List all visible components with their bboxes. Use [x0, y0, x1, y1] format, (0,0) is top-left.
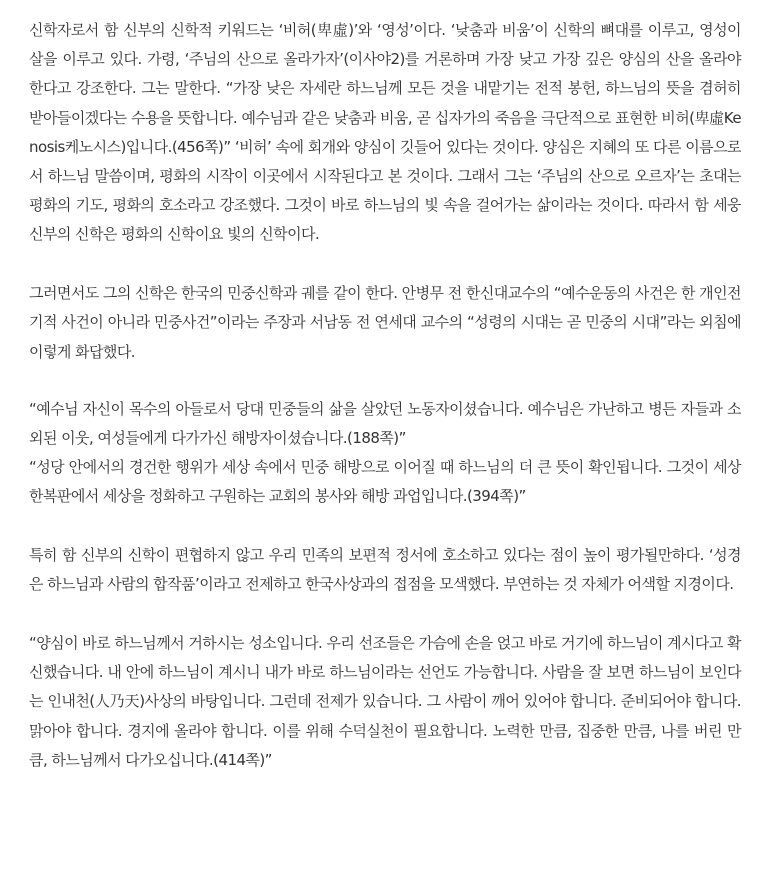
- paragraph-minjung-theology: 그러면서도 그의 신학은 한국의 민중신학과 궤를 같이 한다. 안병무 전 한신대교수의 “예수운동의 사건은 한 개인전기적 사건이 아니라 민중사건”이라는 주장과 서남동 전 연세대 교수의 “성령의 시대는 곧 민중의 시대”라는 외침에 이렇게 화답했다.: [29, 284, 741, 361]
- article-body: [29, 16, 741, 775]
- paragraph-spacer: [29, 512, 741, 542]
- paragraph-spacer: [29, 250, 741, 280]
- quote-jesus-laborer: “예수님 자신이 목수의 아들로서 당대 민중들의 삶을 살았던 노동자이셨습니다. 예수님은 가난하고 병든 자들과 소외된 이웃, 여성들에게 다가가신 해방자이셨습니다.(188쪽)”: [29, 399, 741, 447]
- paragraph-theology-keywords: 신학자로서 함 신부의 신학적 키워드는 ‘비허(卑虛)’와 ‘영성’이다. ‘낮춤과 비움’이 신학의 뼈대를 이루고, 영성이 살을 이루고 있다. 가령, ‘주님의 산으로 올라가자’(이사야2)를 거론하며 가장 낮고 가장 깊은 양심의 산을 올라야 한다고 강조한다. 그는 말한다. “가장 낮은 자세란 하느님께 모든 것을 내맡기는 전적 봉헌, 하느님의 뜻을 겸허히 받아들이겠다는 수용을 뜻합니다. 예수님과 같은 낮춤과 비움, 곧 십자가의 죽음을 극단적으로 표현한 비허(卑虛Kenosis케노시스)입니다.(456쪽)” ‘비허’ 속에 회개와 양심이 깃들어 있다는 것이다. 양심은 지혜의 또 다른 이름으로서 하느님 말씀이며, 평화의 시작이 이곳에서 시작된다고 본 것이다. 그래서 그는 ‘주님의 산으로 오르자’는 초대는 평화의 기도, 평화의 호소라고 강조했다. 그것이 바로 하느님의 빛 속을 걸어가는 삶이라는 것이다. 따라서 함 세웅 신부의 신학은 평화의 신학이요 빛의 신학이다.: [29, 21, 741, 244]
- quote-church-liberation: “성당 안에서의 경건한 행위가 세상 속에서 민중 해방으로 이어질 때 하느님의 더 큰 뜻이 확인됩니다. 그것이 세상 한복판에서 세상을 정화하고 구원하는 교회의 봉사와 해방 과업입니다.(394쪽)”: [29, 458, 741, 506]
- paragraph-spacer: [29, 367, 741, 395]
- paragraph-spacer: [29, 599, 741, 629]
- paragraph-korean-thought: 특히 함 신부의 신학이 편협하지 않고 우리 민족의 보편적 정서에 호소하고 있다는 점이 높이 평가될만하다. ‘성경은 하느님과 사람의 합작품’이라고 전제하고 한국사상과의 접점을 모색했다. 부연하는 것 자체가 어색할 지경이다.: [29, 546, 741, 594]
- quote-conscience-sanctuary: “양심이 바로 하느님께서 거하시는 성소입니다. 우리 선조들은 가슴에 손을 얹고 바로 거기에 하느님이 계시다고 확신했습니다. 내 안에 하느님이 계시니 내가 바로 하느님이라는 선언도 가능합니다. 사람을 잘 보면 하느님이 보인다는 인내천(人乃天)사상의 바탕입니다. 그런데 전제가 있습니다. 그 사람이 깨어 있어야 합니다. 준비되어야 합니다. 맑아야 합니다. 경지에 올라야 합니다. 이를 위해 수덕실천이 필요합니다. 노력한 만큼, 집중한 만큼, 나를 버린 만큼, 하느님께서 다가오십니다.(414쪽)”: [29, 633, 741, 769]
